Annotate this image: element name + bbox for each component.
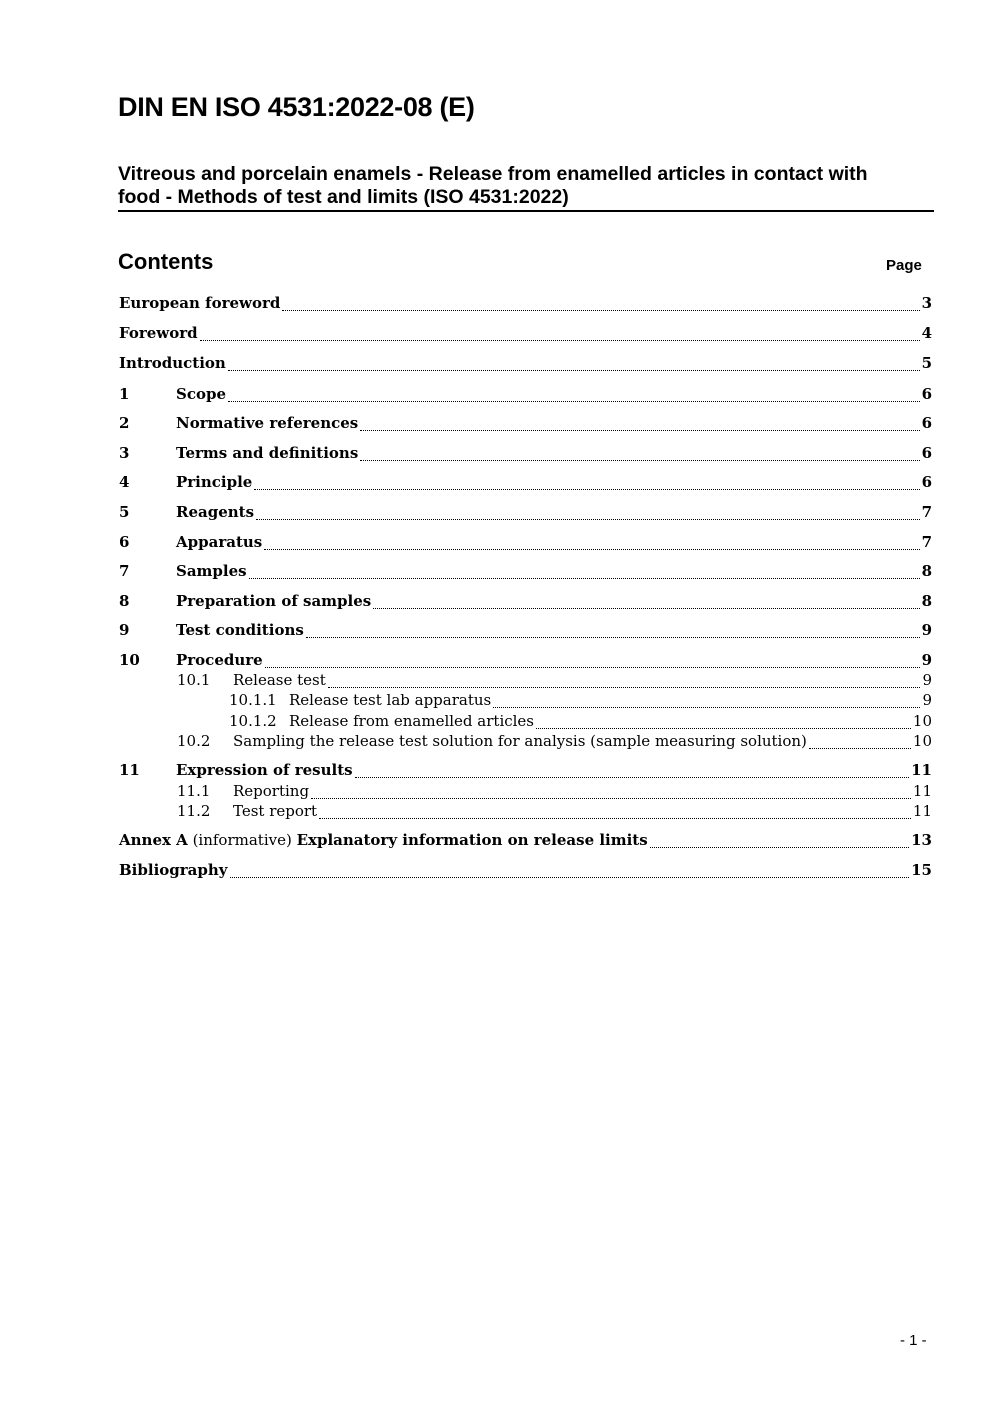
toc-entry-number: 10.1.1	[229, 691, 277, 709]
toc-entry-title: Reporting	[233, 782, 310, 800]
toc-entry-title: Samples	[176, 562, 247, 580]
toc-entry-number: 10	[119, 651, 140, 669]
toc-entry-1-scope[interactable]	[119, 385, 932, 407]
toc-entry-page: 10	[912, 732, 932, 750]
toc-entry-11-1-reporting[interactable]	[177, 782, 932, 804]
toc-entry-page: 3	[921, 294, 932, 312]
toc-leader-dots	[282, 309, 919, 311]
toc-leader-dots	[328, 686, 921, 688]
toc-entry-page: 11	[912, 802, 932, 820]
toc-entry-title: Release test lab apparatus	[289, 691, 492, 709]
toc-entry-9-test-conditions[interactable]	[119, 621, 932, 643]
toc-entry-11-2-test-report[interactable]	[177, 802, 932, 824]
toc-entry-page: 15	[911, 861, 932, 879]
toc-entry-number: 7	[119, 562, 130, 580]
toc-leader-dots	[265, 666, 920, 668]
toc-entry-number: 5	[119, 503, 130, 521]
page-column-label: Page	[886, 257, 922, 274]
toc-entry-annex-a[interactable]	[119, 831, 932, 853]
toc-entry-number: 4	[119, 473, 130, 491]
toc-entry-6-apparatus[interactable]	[119, 533, 932, 555]
toc-entry-page: 8	[921, 592, 932, 610]
toc-leader-dots	[319, 817, 911, 819]
toc-entry-title: Terms and definitions	[176, 444, 359, 462]
toc-entry-10-1-2-release-from-enamelled-articles[interactable]	[229, 712, 932, 734]
toc-entry-number: 8	[119, 592, 130, 610]
toc-entry-8-preparation-of-samples[interactable]	[119, 592, 932, 614]
toc-leader-dots	[306, 636, 920, 638]
toc-entry-title: Foreword	[119, 324, 198, 342]
toc-leader-dots	[355, 776, 910, 778]
toc-entry-number: 11.2	[177, 802, 211, 820]
toc-entry-title: Scope	[176, 385, 227, 403]
toc-entry-page: 6	[921, 473, 932, 491]
page-number: - 1 -	[900, 1332, 927, 1349]
toc-entry-title: Procedure	[176, 651, 263, 669]
annex-label: Annex A	[119, 831, 188, 849]
toc-entry-7-samples[interactable]	[119, 562, 932, 584]
toc-entry-10-1-1-release-test-lab-apparatus[interactable]	[229, 691, 932, 713]
toc-entry-title: Test conditions	[176, 621, 304, 639]
toc-entry-title	[119, 831, 648, 849]
toc-leader-dots	[264, 548, 919, 550]
toc-entry-page: 9	[922, 691, 932, 709]
toc-entry-title: Release test	[233, 671, 326, 689]
toc-entry-11-expression-of-results[interactable]	[119, 761, 932, 783]
toc-entry-10-2-sampling-release-test-solution[interactable]	[177, 732, 932, 754]
toc-entry-page: 9	[921, 651, 932, 669]
toc-entry-page: 11	[912, 782, 932, 800]
toc-leader-dots	[200, 339, 920, 341]
toc-entry-page: 9	[922, 671, 932, 689]
toc-entry-title: Sampling the release test solution for analysis (sample measuring solution)	[233, 732, 807, 750]
toc-entry-title: Principle	[176, 473, 253, 491]
toc-leader-dots	[360, 459, 919, 461]
toc-entry-4-principle[interactable]	[119, 473, 932, 495]
contents-heading: Contents	[118, 249, 214, 274]
toc-entry-3-terms-and-definitions[interactable]	[119, 444, 932, 466]
toc-entry-foreword[interactable]	[119, 324, 932, 346]
toc-entry-page: 7	[921, 503, 932, 521]
toc-entry-title: Preparation of samples	[176, 592, 372, 610]
toc-leader-dots	[228, 369, 920, 371]
toc-leader-dots	[249, 577, 920, 579]
toc-entry-page: 9	[921, 621, 932, 639]
toc-entry-10-1-release-test[interactable]	[177, 671, 932, 693]
toc-leader-dots	[360, 429, 919, 431]
toc-entry-number: 2	[119, 414, 130, 432]
toc-entry-title: Bibliography	[119, 861, 228, 879]
toc-leader-dots	[230, 876, 910, 878]
toc-entry-page: 11	[911, 761, 932, 779]
toc-entry-5-reagents[interactable]	[119, 503, 932, 525]
toc-entry-title: Normative references	[176, 414, 359, 432]
document-title-line-2: food - Methods of test and limits (ISO 4531:2022)	[118, 186, 569, 208]
toc-entry-page: 10	[912, 712, 932, 730]
toc-entry-number: 10.1.2	[229, 712, 277, 730]
toc-entry-title: Release from enamelled articles	[289, 712, 535, 730]
toc-entry-number: 1	[119, 385, 130, 403]
document-identifier: DIN EN ISO 4531:2022-08 (E)	[118, 92, 475, 122]
toc-entry-2-normative-references[interactable]	[119, 414, 932, 436]
toc-leader-dots	[228, 400, 920, 402]
toc-entry-title: Expression of results	[176, 761, 353, 779]
toc-leader-dots	[373, 607, 919, 609]
toc-entry-title: Apparatus	[176, 533, 263, 551]
toc-leader-dots	[809, 747, 911, 749]
toc-entry-number: 10.1	[177, 671, 211, 689]
toc-entry-page: 13	[911, 831, 932, 849]
toc-entry-page: 6	[921, 414, 932, 432]
document-title-line-1: Vitreous and porcelain enamels - Release from enamelled articles in contact with	[118, 163, 868, 185]
toc-leader-dots	[256, 518, 920, 520]
toc-entry-title: Introduction	[119, 354, 226, 372]
toc-leader-dots	[650, 846, 909, 848]
toc-entry-page: 5	[921, 354, 932, 372]
toc-leader-dots	[311, 797, 911, 799]
toc-entry-number: 6	[119, 533, 130, 551]
toc-entry-title: Reagents	[176, 503, 255, 521]
toc-entry-bibliography[interactable]	[119, 861, 932, 883]
toc-entry-page: 4	[921, 324, 932, 342]
toc-entry-number: 10.2	[177, 732, 211, 750]
toc-entry-title: European foreword	[119, 294, 281, 312]
toc-leader-dots	[536, 727, 911, 729]
toc-entry-number: 11.1	[177, 782, 211, 800]
toc-entry-page: 6	[921, 385, 932, 403]
annex-title: Explanatory information on release limits	[296, 831, 648, 849]
toc-entry-european-foreword[interactable]	[119, 294, 932, 316]
toc-entry-10-procedure[interactable]	[119, 651, 932, 673]
toc-entry-introduction[interactable]	[119, 354, 932, 376]
toc-entry-page: 8	[921, 562, 932, 580]
toc-entry-title: Test report	[233, 802, 318, 820]
toc-entry-page: 7	[921, 533, 932, 551]
toc-leader-dots	[254, 488, 919, 490]
toc-entry-page: 6	[921, 444, 932, 462]
annex-type: (informative)	[187, 831, 297, 849]
toc-leader-dots	[493, 706, 920, 708]
document-title	[118, 163, 934, 212]
toc-entry-number: 9	[119, 621, 130, 639]
toc-entry-number: 3	[119, 444, 130, 462]
toc-entry-number: 11	[119, 761, 140, 779]
